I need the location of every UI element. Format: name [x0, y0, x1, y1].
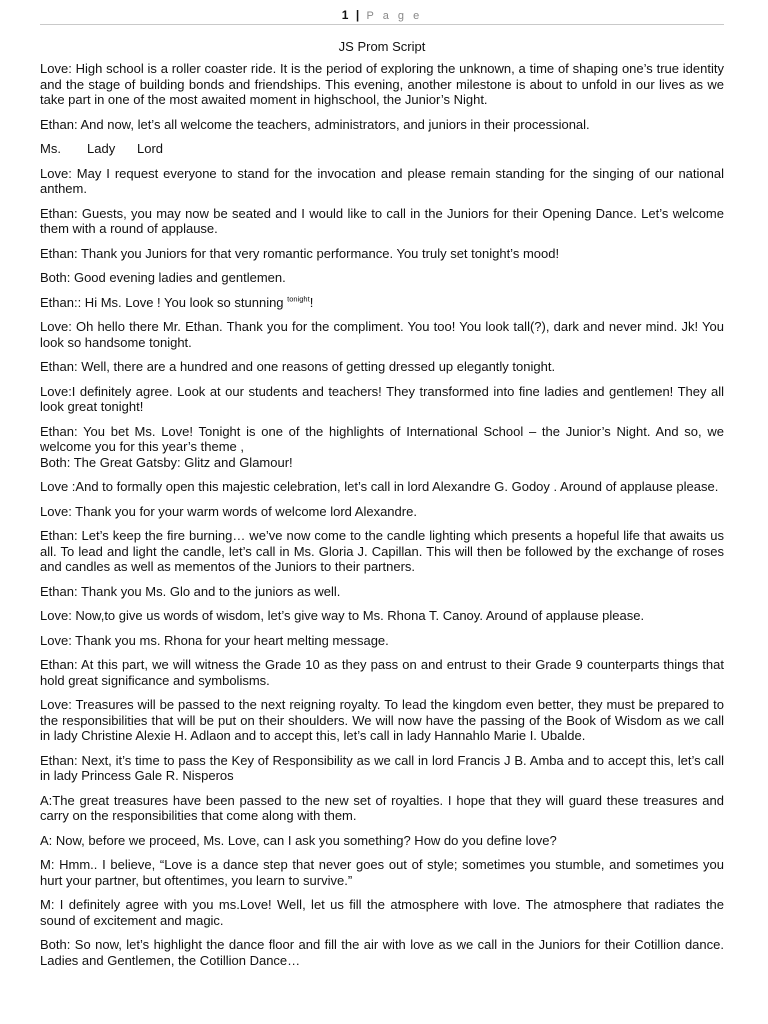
paragraph: Ethan: Let’s keep the fire burning… we’ve now come to the candle lighting which presents a hopeful life that awaits us all. To lead and light the candle, let’s call in Ms. Gloria J. Capillan. This will then be followed by the exchange of roses and candles as well as mementos of the Juniors to their partners. [40, 528, 724, 574]
paragraph: Ethan: Next, it’s time to pass the Key of Responsibility as we call in lord Francis J B. Amba and to accept this, let’s call in lady Princess Gale R. Nisperos [40, 752, 724, 783]
paragraph: A: Now, before we proceed, Ms. Love, can I ask you something? How do you define love? [40, 832, 557, 848]
paragraph: Ethan: At this part, we will witness the Grade 10 as they pass on and entrust to their Grade 9 counterparts things that hold great significance and symbolisms. [40, 657, 724, 688]
paragraph: Both: The Great Gatsby: Glitz and Glamour! [40, 454, 293, 470]
paragraph: Both: Good evening ladies and gentlemen. [40, 270, 286, 285]
name-ms: Ms. [40, 141, 61, 156]
name-lord: Lord [137, 141, 164, 156]
paragraph: Ethan: Thank you Juniors for that very romantic performance. You truly set tonight’s mood! [40, 245, 560, 261]
page-word: P a g e [366, 10, 423, 22]
paragraph: Ethan: And now, let’s all welcome the teachers, administrators, and juniors in their processional. [40, 116, 590, 132]
paragraph: Love:I definitely agree. Look at our students and teachers! They transformed into fine ladies and gentlemen! They all look great tonight! [40, 383, 724, 414]
names-line [40, 141, 724, 157]
compliment-text: Ethan:: Hi Ms. Love ! You look so stunning [40, 294, 288, 310]
paragraph: Ethan: Guests, you may now be seated and I would like to call in the Juniors for their Opening Dance. Let’s welcome them with a round of applause. [40, 205, 724, 236]
page-separator: | [355, 8, 360, 22]
paragraph: Ethan: You bet Ms. Love! Tonight is one of the highlights of International School – the Junior’s Night. And so, we welcome you for this year’s theme , [40, 423, 724, 454]
paragraph: Ethan: Thank you Ms. Glo and to the juniors as well. [40, 583, 341, 599]
paragraph: Love :And to formally open this majestic celebration, let’s call in lord Alexandre G. Godoy . Around of applause please. [40, 479, 719, 494]
paragraph: Ethan: Well, there are a hundred and one reasons of getting dressed up elegantly tonight. [40, 359, 556, 374]
page-header [40, 0, 724, 25]
compliment-superscript: tonight [287, 294, 310, 304]
paragraph: A:The great treasures have been passed to the new set of royalties. I hope that they will guard these treasures and carry on the responsibilities that come along with them. [40, 792, 724, 823]
paragraph: Love: High school is a roller coaster ride. It is the period of exploring the unknown, a time of shaping one’s true identity and the stage of building bonds and friendships. This evening, another milestone is about to unfold in our lives as we take part in one of the most awaited moment in highschool, the Junior’s Night. [40, 61, 724, 107]
compliment-paragraph [40, 295, 724, 311]
document-title: JS Prom Script [338, 39, 426, 54]
paragraph: Love: May I request everyone to stand for the invocation and please remain standing for the singing of our national anthem. [40, 165, 724, 196]
paragraph: Love: Oh hello there Mr. Ethan. Thank you for the compliment. You too! You look tall(?), dark and never mind. Jk! You look so handsome tonight. [40, 319, 724, 350]
paragraph: M: I definitely agree with you ms.Love! Well, let us fill the atmosphere with love. The atmosphere that radiates the sound of excitement and magic. [40, 897, 724, 928]
paragraph: Love: Thank you for your warm words of welcome lord Alexandre. [40, 503, 417, 519]
paragraph: M: Hmm.. I believe, “Love is a dance step that never goes out of style; sometimes you stumble, and sometimes you hurt your partner, but oftentimes, you learn to survive.” [40, 857, 724, 888]
document-page [40, 0, 724, 977]
name-lady: Lady [87, 141, 116, 156]
paragraph: Love: Treasures will be passed to the next reigning royalty. To lead the kingdom even better, they must be prepared to the responsibilities that will be put on their shoulders. We will now have the passing of the Book of Wisdom as we call in lady Christine Alexie H. Adlaon and to accept this, let’s call in lady Hannahlo Marie I. Ubalde. [40, 697, 724, 743]
compliment-end: ! [309, 294, 314, 310]
paragraph: Love: Now,to give us words of wisdom, let’s give way to Ms. Rhona T. Canoy. Around of applause please. [40, 608, 645, 623]
page-number: 1 [341, 8, 349, 22]
paragraph: Love: Thank you ms. Rhona for your heart melting message. [40, 632, 389, 648]
paragraph: Both: So now, let’s highlight the dance floor and fill the air with love as we call in the Juniors for their Cotillion dance. Ladies and Gentlemen, the Cotillion Dance… [40, 937, 724, 968]
